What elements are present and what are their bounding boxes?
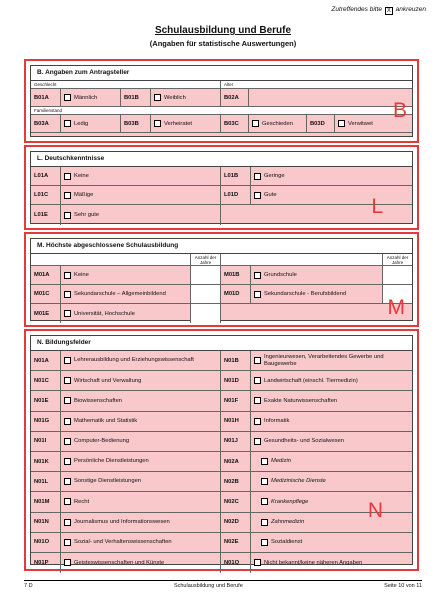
option-german-none-label: Keine <box>74 173 89 179</box>
field-checkbox[interactable] <box>261 498 268 505</box>
instruction-note <box>331 6 426 15</box>
section-l-form <box>30 151 413 224</box>
field-option-label: Zahnmedizin <box>271 518 305 525</box>
field-option-label: Medizin <box>271 458 291 465</box>
option-female-label: Weiblich <box>164 94 186 101</box>
instruction-text-suffix: ankreuzen <box>395 6 426 13</box>
option-primary-school[interactable] <box>251 266 383 284</box>
field-option[interactable] <box>61 371 221 390</box>
field-checkbox[interactable] <box>64 438 71 445</box>
checkbox-german-good[interactable] <box>254 192 261 199</box>
section-n-marker: N <box>367 499 383 522</box>
field-option-label: Sozial- und Verhaltenswissenschaften <box>74 539 172 546</box>
checkbox-university[interactable] <box>64 310 71 317</box>
field-option-label: Journalismus und Informationswesen <box>74 518 170 525</box>
checkbox-married[interactable] <box>154 120 161 127</box>
checkbox-primary-school[interactable] <box>254 272 261 279</box>
field-option-label: Computer-Bedienung <box>74 438 130 445</box>
checkbox-secondary-general[interactable] <box>64 291 71 298</box>
field-row <box>31 432 412 452</box>
option-divorced[interactable] <box>249 115 307 132</box>
option-university[interactable] <box>61 304 191 323</box>
field-checkbox[interactable] <box>254 397 261 404</box>
field-checkbox[interactable] <box>64 498 71 505</box>
field-option[interactable] <box>61 472 221 491</box>
option-divorced-label: Geschieden <box>262 120 293 127</box>
field-checkbox[interactable] <box>64 357 71 364</box>
label-gender: Geschlecht <box>31 81 221 88</box>
checkbox-single[interactable] <box>64 120 71 127</box>
field-checkbox[interactable] <box>64 478 71 485</box>
option-german-very-good-label: Sehr gute <box>74 212 100 218</box>
checkbox-female[interactable] <box>154 94 161 101</box>
option-german-low[interactable] <box>251 167 412 185</box>
field-option-label: Krankenpflege <box>271 498 309 505</box>
code-b02a: B02A <box>221 89 249 106</box>
option-german-very-good[interactable] <box>61 205 221 225</box>
field-code: N01L <box>31 472 61 491</box>
page-footer <box>24 580 422 589</box>
code-m01d: M01D <box>221 285 251 303</box>
section-l <box>24 145 419 230</box>
checkbox-german-none[interactable] <box>64 173 71 180</box>
field-code: N01G <box>31 412 61 431</box>
field-option[interactable] <box>251 472 412 491</box>
field-code: N01P <box>31 553 61 573</box>
field-checkbox[interactable] <box>64 559 71 566</box>
checkbox-secondary-vocational[interactable] <box>254 291 261 298</box>
section-l-marker: L <box>371 195 383 218</box>
section-b-marker: B <box>392 99 407 122</box>
label-family-status: Familienstand <box>31 107 412 114</box>
field-option[interactable] <box>61 492 221 511</box>
code-b03d: B03D <box>307 115 335 132</box>
code-b01a: B01A <box>31 89 61 106</box>
code-l01e: L01E <box>31 205 61 225</box>
field-code: N01Q <box>221 553 251 573</box>
code-m01b: M01B <box>221 266 251 284</box>
field-code: N01C <box>31 371 61 390</box>
field-option-label: Sozialdienst <box>271 539 303 546</box>
field-option-label: Biowissenschaften <box>74 397 123 404</box>
field-row <box>31 513 412 533</box>
field-row <box>31 391 412 411</box>
field-checkbox[interactable] <box>64 519 71 526</box>
field-option[interactable] <box>61 553 221 573</box>
years-label-right: Anzahl der Jahre <box>383 254 412 265</box>
code-l01c: L01C <box>31 186 61 204</box>
field-checkbox[interactable] <box>64 458 71 465</box>
field-option-label: Medizinische Dienste <box>271 478 326 485</box>
option-secondary-general[interactable] <box>61 285 191 303</box>
section-n-heading: N. Bildungsfelder <box>31 336 412 351</box>
option-female[interactable] <box>151 89 221 106</box>
field-code: N01M <box>31 492 61 511</box>
field-checkbox[interactable] <box>64 418 71 425</box>
code-l01b: L01B <box>221 167 251 185</box>
section-m-form <box>30 238 413 321</box>
field-option-label: Landwirtschaft (einschl. Tiermedizin) <box>264 377 358 384</box>
field-checkbox[interactable] <box>261 539 268 546</box>
field-checkbox[interactable] <box>64 377 71 384</box>
field-code: N01N <box>31 513 61 532</box>
option-single[interactable] <box>61 115 121 132</box>
field-code: N01F <box>221 391 251 410</box>
option-single-label: Ledig <box>74 120 89 127</box>
field-option[interactable] <box>251 533 412 552</box>
checkbox-male[interactable] <box>64 94 71 101</box>
field-option-label: Recht <box>74 498 90 505</box>
option-german-none[interactable] <box>61 167 221 185</box>
page-subtitle: (Angaben für statistische Auswertungen) <box>149 39 297 48</box>
field-checkbox[interactable] <box>64 539 71 546</box>
option-german-moderate-label: Mäßige <box>74 192 94 198</box>
code-l01d: L01D <box>221 186 251 204</box>
field-option[interactable] <box>251 492 412 511</box>
code-m01c: M01C <box>31 285 61 303</box>
field-row <box>31 472 412 492</box>
field-option-label: Gesundheits- und Sozialwesen <box>264 438 344 445</box>
section-m <box>24 232 419 327</box>
section-b-form <box>30 65 413 137</box>
field-checkbox[interactable] <box>261 519 268 526</box>
option-primary-school-label: Grundschule <box>264 272 297 278</box>
field-option[interactable] <box>251 351 412 370</box>
field-option-label: Exakte Naturwissenschaften <box>264 397 338 404</box>
field-checkbox[interactable] <box>64 397 71 404</box>
field-option[interactable] <box>251 513 412 532</box>
field-checkbox[interactable] <box>254 357 261 364</box>
field-row <box>31 371 412 391</box>
option-widowed-label: Verwitwet <box>348 120 373 127</box>
code-m01a: M01A <box>31 266 61 284</box>
field-row <box>31 412 412 432</box>
checkbox-school-none[interactable] <box>64 272 71 279</box>
option-school-none-label: Keine <box>74 272 89 278</box>
option-german-low-label: Geringe <box>264 173 285 179</box>
field-option-label: Mathematik und Statistik <box>74 417 138 424</box>
option-male-label: Männlich <box>74 94 98 101</box>
label-age: Alter <box>221 81 412 88</box>
field-code: N01I <box>31 432 61 451</box>
years-input[interactable] <box>191 304 221 323</box>
section-m-marker: M <box>387 296 405 319</box>
field-option[interactable] <box>61 351 221 370</box>
field-checkbox[interactable] <box>261 458 268 465</box>
field-option-label: Persönliche Dienstleistungen <box>74 458 149 465</box>
code-b03a: B03A <box>31 115 61 132</box>
section-n-rows <box>31 351 412 573</box>
field-code: N01H <box>221 412 251 431</box>
footer-left: 7 D <box>24 583 33 589</box>
option-married[interactable] <box>151 115 221 132</box>
checkbox-german-moderate[interactable] <box>64 192 71 199</box>
checkbox-german-very-good[interactable] <box>64 212 71 219</box>
field-option[interactable] <box>251 412 412 431</box>
field-option[interactable] <box>61 391 221 410</box>
option-german-moderate[interactable] <box>61 186 221 204</box>
field-code: N02E <box>221 533 251 552</box>
field-row <box>31 492 412 512</box>
years-input[interactable] <box>191 285 221 303</box>
field-option-label: Lehrerausbildung und Erziehungswissenschaft <box>74 357 194 364</box>
section-n-form <box>30 335 413 565</box>
checkbox-divorced[interactable] <box>252 120 259 127</box>
field-option[interactable] <box>251 553 412 573</box>
footer-right: Seite 10 von 11 <box>384 583 422 589</box>
field-code: N02C <box>221 492 251 511</box>
field-option[interactable] <box>251 391 412 410</box>
section-b-heading: B. Angaben zum Antragsteller <box>31 66 412 81</box>
section-l-heading: L. Deutschkenntnisse <box>31 152 412 167</box>
field-code: N02B <box>221 472 251 491</box>
field-option[interactable] <box>61 533 221 552</box>
option-secondary-general-label: Sekundarschule – Allgemeinbildend <box>74 291 166 297</box>
field-row <box>31 553 412 573</box>
field-option-label: Geisteswissenschaften und Künste <box>74 559 165 566</box>
option-school-none[interactable] <box>61 266 191 284</box>
page-title: Schulausbildung und Berufe <box>154 25 292 36</box>
field-code: N01E <box>31 391 61 410</box>
field-code: N01J <box>221 432 251 451</box>
code-m01e: M01E <box>31 304 61 323</box>
footer-center: Schulausbildung und Berufe <box>173 583 243 589</box>
field-option[interactable] <box>251 371 412 390</box>
field-checkbox[interactable] <box>261 478 268 485</box>
option-male[interactable] <box>61 89 121 106</box>
field-option[interactable] <box>61 452 221 471</box>
code-l01a: L01A <box>31 167 61 185</box>
option-secondary-vocational-label: Sekundarschule - Berufsbildend <box>264 291 347 297</box>
section-m-heading: M. Höchste abgeschlossene Schulausbildung <box>31 239 412 254</box>
field-option-label: Informatik <box>264 417 290 424</box>
field-row <box>31 351 412 371</box>
field-code: N01D <box>221 371 251 390</box>
checkbox-example-icon: X <box>386 8 391 14</box>
field-option[interactable] <box>61 513 221 532</box>
field-checkbox[interactable] <box>254 559 261 566</box>
field-checkbox[interactable] <box>254 418 261 425</box>
field-row <box>31 452 412 472</box>
section-b <box>24 59 419 143</box>
field-code: N02A <box>221 452 251 471</box>
instruction-text: Zutreffendes bitte <box>331 6 383 13</box>
field-checkbox[interactable] <box>254 377 261 384</box>
option-secondary-vocational[interactable] <box>251 285 383 303</box>
field-checkbox[interactable] <box>254 438 261 445</box>
years-label-left: Anzahl der Jahre <box>191 254 221 265</box>
option-german-good-label: Gute <box>264 192 277 198</box>
option-married-label: Verheiratet <box>164 120 193 127</box>
years-input[interactable] <box>383 266 412 284</box>
field-code: N01A <box>31 351 61 370</box>
years-input[interactable] <box>191 266 221 284</box>
field-option-label: Sonstige Dienstleistungen <box>74 478 142 485</box>
field-option[interactable] <box>61 432 221 451</box>
field-option-label: Ingenieurwesen, Verarbeitendes Gewerbe und Baugewerbe <box>264 354 384 367</box>
field-row <box>31 533 412 553</box>
field-code: N01K <box>31 452 61 471</box>
option-german-good[interactable] <box>251 186 412 204</box>
code-b03b: B03B <box>121 115 151 132</box>
age-field[interactable] <box>249 89 412 106</box>
field-option-label: Nicht bekannt/keine näheren Angaben <box>264 559 363 566</box>
checkbox-german-low[interactable] <box>254 173 261 180</box>
field-option[interactable] <box>251 432 412 451</box>
section-n <box>24 329 419 571</box>
field-code: N01B <box>221 351 251 370</box>
field-option-label: Wirtschaft und Verwaltung <box>74 377 142 384</box>
field-option[interactable] <box>251 452 412 471</box>
code-b01b: B01B <box>121 89 151 106</box>
checkbox-widowed[interactable] <box>338 120 345 127</box>
field-code: N01O <box>31 533 61 552</box>
field-option[interactable] <box>61 412 221 431</box>
field-code: N02D <box>221 513 251 532</box>
option-university-label: Universität, Hochschule <box>74 310 135 317</box>
code-b03c: B03C <box>221 115 249 132</box>
